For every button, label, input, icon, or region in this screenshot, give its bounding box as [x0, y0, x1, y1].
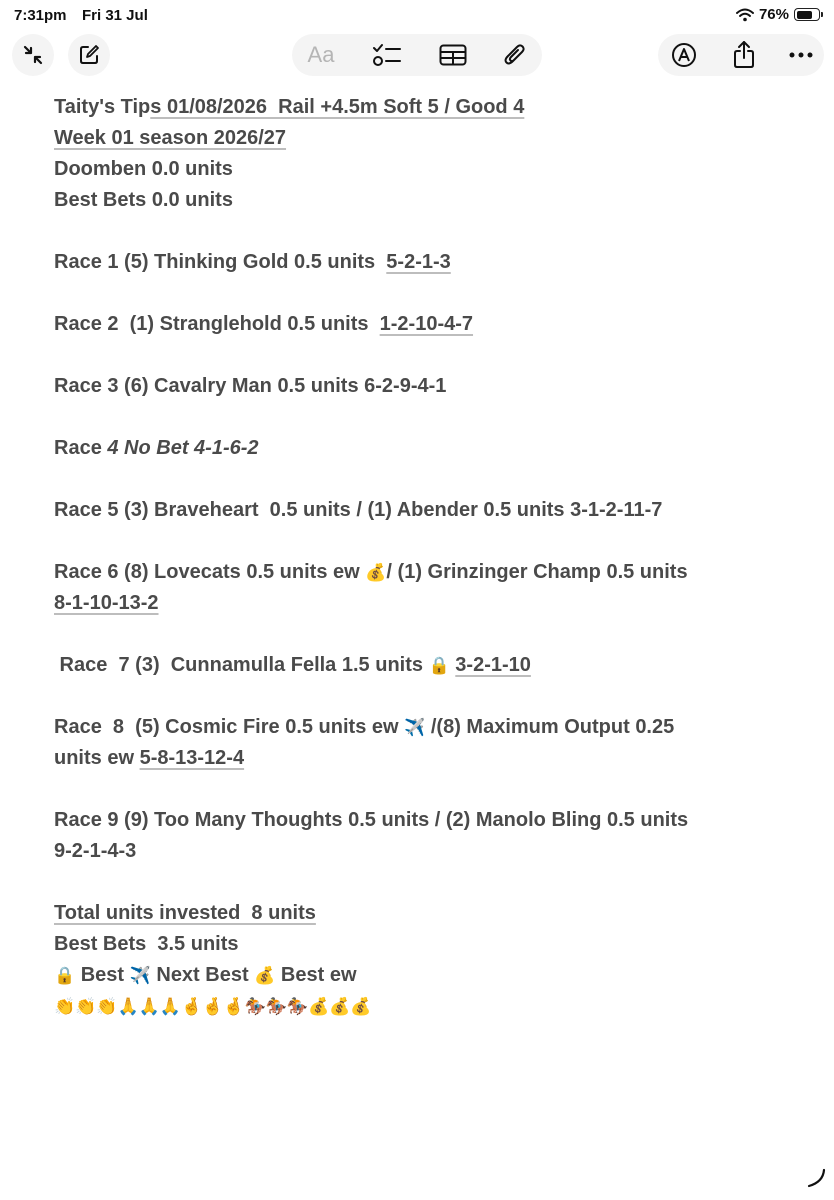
blank-line [54, 278, 814, 309]
battery-fill [797, 11, 813, 19]
blank-line [54, 867, 814, 898]
blank-line [54, 402, 814, 433]
note-body[interactable] [54, 92, 814, 1022]
lock-icon: 🔒 [54, 966, 76, 985]
best-bets-summary: Best Bets 3.5 units [54, 933, 239, 955]
doomben-units: Doomben 0.0 units [54, 158, 233, 180]
status-bar [0, 0, 834, 30]
blank-line [54, 526, 814, 557]
checklist-icon [372, 42, 402, 68]
note-title: Taity's Tips 01/08/2026 Rail +4.5m Soft 5 / Good 4 [54, 96, 525, 118]
race-6-result: 8-1-10-13-2 [54, 592, 159, 614]
total-units: Total units invested 8 units [54, 902, 316, 924]
markup-icon [671, 42, 697, 68]
status-date: Fri 31 Jul [82, 7, 148, 24]
lock-icon: 🔒 [428, 656, 450, 675]
format-button[interactable] [301, 35, 341, 75]
attachment-button[interactable] [495, 35, 535, 75]
collapse-icon [22, 44, 44, 66]
more-button[interactable] [781, 35, 821, 75]
race-7: Race 7 (3) Cunnamulla Fella 1.5 units 🔒 3-2-1-10 [54, 654, 531, 676]
emoji-line: 👏👏👏🙏🙏🙏🤞🤞🤞🏇🏇🏇💰💰💰 [54, 997, 372, 1016]
battery-percent: 76% [758, 6, 789, 23]
airplane-icon: ✈️ [404, 718, 426, 737]
toolbar [0, 34, 834, 78]
blank-line [54, 216, 814, 247]
blank-line [54, 681, 814, 712]
race-9: Race 9 (9) Too Many Thoughts 0.5 units / (2) Manolo Bling 0.5 units [54, 809, 689, 831]
blank-line [54, 464, 814, 495]
compose-icon [77, 43, 101, 67]
table-button[interactable] [433, 35, 473, 75]
race-1: Race 1 (5) Thinking Gold 0.5 units 5-2-1-3 [54, 251, 451, 273]
status-time: 7:31pm [14, 7, 67, 24]
blank-line [54, 340, 814, 371]
race-9-result: 9-2-1-4-3 [54, 840, 137, 862]
resize-handle-icon[interactable] [806, 1168, 826, 1188]
compose-button[interactable] [68, 34, 110, 76]
table-icon [439, 44, 467, 66]
best-bets-units: Best Bets 0.0 units [54, 189, 233, 211]
status-right [736, 6, 820, 23]
checklist-button[interactable] [367, 35, 407, 75]
race-2: Race 2 (1) Stranglehold 0.5 units 1-2-10-4-7 [54, 313, 474, 335]
format-label: Aa [307, 42, 335, 67]
share-button[interactable] [724, 35, 764, 75]
legend-line: 🔒 Best ✈️ Next Best 💰 Best ew [54, 964, 357, 986]
paperclip-icon [503, 42, 527, 68]
race-4: Race 4 No Bet 4-1-6-2 [54, 437, 259, 459]
money-bag-icon: 💰 [365, 563, 387, 582]
race-8-cont: units ew 5-8-13-12-4 [54, 747, 245, 769]
blank-line [54, 774, 814, 805]
collapse-button[interactable] [12, 34, 54, 76]
race-3: Race 3 (6) Cavalry Man 0.5 units 6-2-9-4-1 [54, 375, 447, 397]
battery-icon [794, 8, 820, 21]
airplane-icon: ✈️ [129, 966, 151, 985]
race-6: Race 6 (8) Lovecats 0.5 units ew 💰/ (1) Grinzinger Champ 0.5 units [54, 561, 688, 583]
wifi-icon [736, 8, 754, 22]
race-5: Race 5 (3) Braveheart 0.5 units / (1) Abender 0.5 units 3-1-2-11-7 [54, 499, 663, 521]
blank-line [54, 619, 814, 650]
share-icon [732, 40, 756, 70]
race-8: Race 8 (5) Cosmic Fire 0.5 units ew ✈️ /(8) Maximum Output 0.25 [54, 716, 675, 738]
week-line: Week 01 season 2026/27 [54, 127, 287, 149]
money-bag-icon: 💰 [254, 966, 276, 985]
more-icon [788, 51, 814, 59]
markup-button[interactable] [664, 35, 704, 75]
